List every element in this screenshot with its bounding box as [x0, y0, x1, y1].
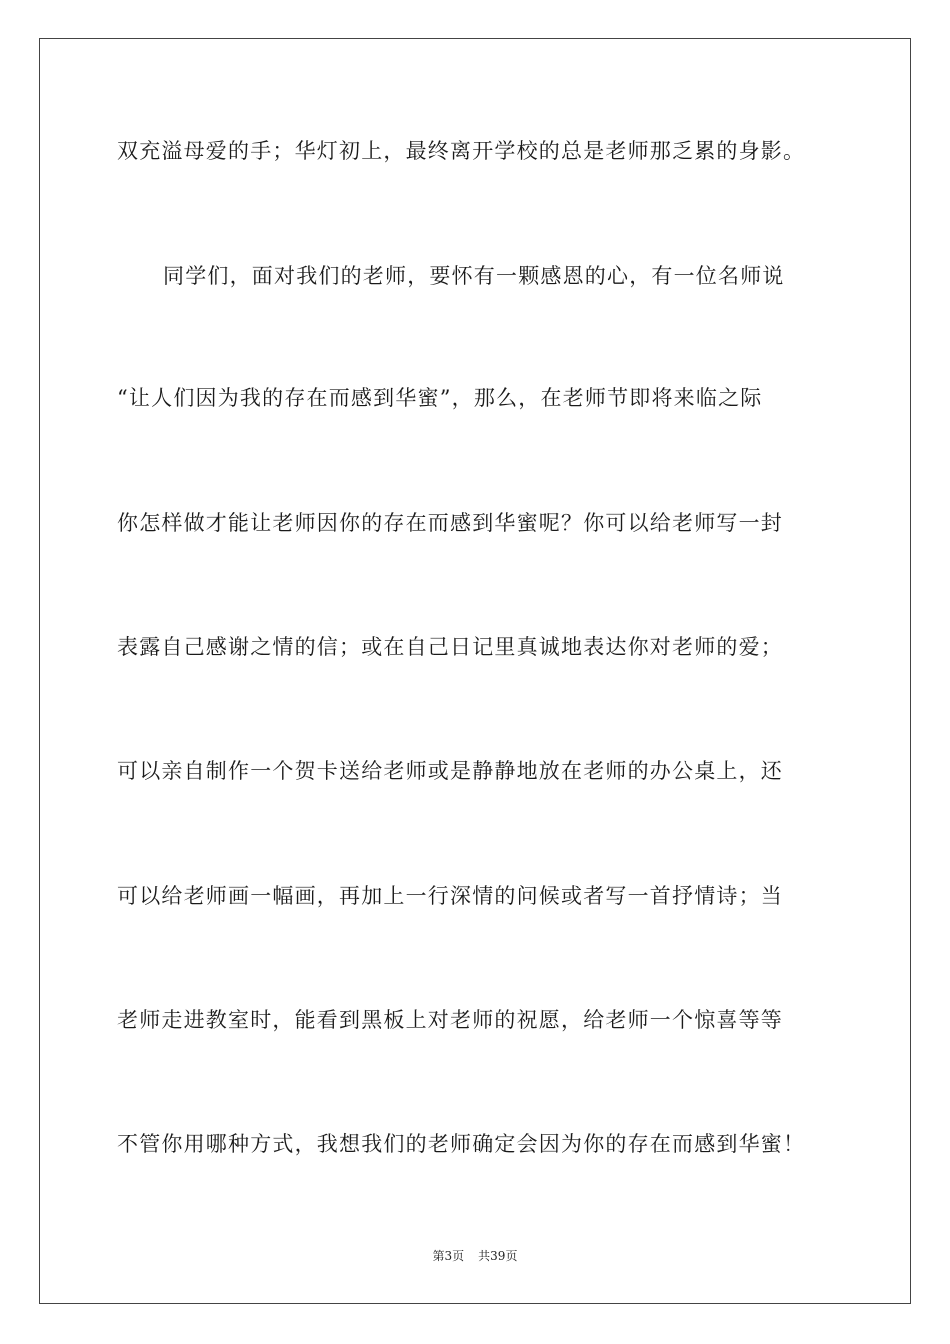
- paragraph-line: 同学们，面对我们的老师，要怀有一颗感恩的心，有一位名师说: [163, 264, 785, 288]
- paragraph-line: 可以给老师画一幅画，再加上一行深情的问候或者写一首抒情诗；当: [117, 884, 783, 908]
- page-footer: [0, 1248, 950, 1264]
- paragraph-line: 双充溢母爱的手；华灯初上，最终离开学校的总是老师那乏累的身影。: [117, 139, 806, 163]
- paragraph-line: 你怎样做才能让老师因你的存在而感到华蜜呢？你可以给老师写一封: [117, 511, 783, 535]
- page-total: 共39页: [478, 1249, 518, 1263]
- paragraph-line: “让人们因为我的存在而感到华蜜”，那么，在老师节即将来临之际: [117, 386, 763, 410]
- paragraph-line: 表露自己感谢之情的信；或在自己日记里真诚地表达你对老师的爱；: [117, 635, 783, 659]
- paragraph-line: 不管你用哪种方式，我想我们的老师确定会因为你的存在而感到华蜜！: [117, 1132, 806, 1156]
- paragraph-line: 老师走进教室时，能看到黑板上对老师的祝愿，给老师一个惊喜等等: [117, 1008, 783, 1032]
- page-number: 第3页: [432, 1249, 465, 1263]
- page-border: [39, 38, 911, 1304]
- paragraph-line: 可以亲自制作一个贺卡送给老师或是静静地放在老师的办公桌上，还: [117, 759, 783, 783]
